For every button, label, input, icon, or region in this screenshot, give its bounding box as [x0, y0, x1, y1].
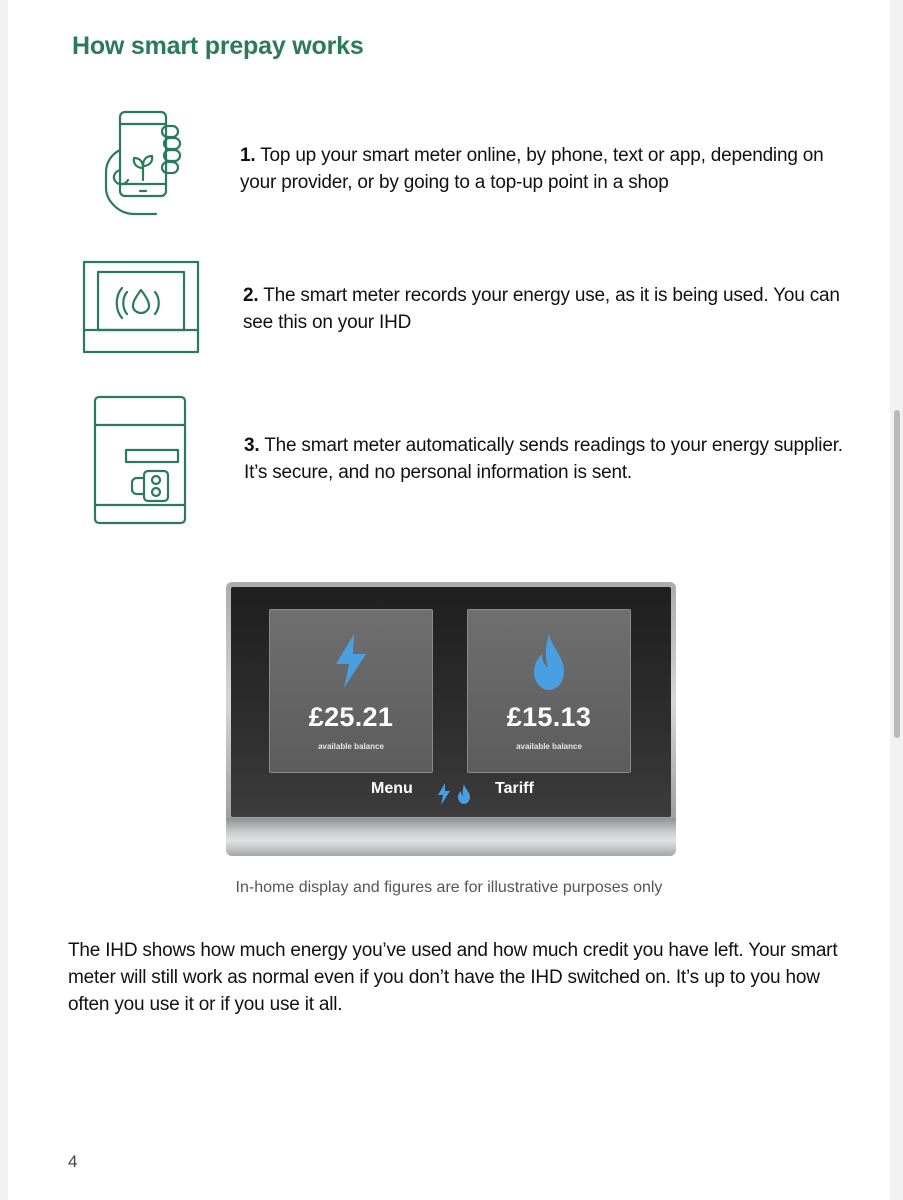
page-number: 4 [68, 1152, 78, 1171]
scrollbar-track[interactable] [890, 0, 903, 1200]
step-3-number: 3. [244, 435, 260, 456]
mini-flame-icon [458, 784, 470, 804]
step-1-number: 1. [240, 145, 256, 166]
electricity-balance: £25.21 [308, 702, 394, 732]
display-screen [231, 587, 671, 817]
display-frame [226, 582, 676, 822]
scrollbar-thumb[interactable] [894, 410, 900, 738]
gas-balance-label: available balance [516, 742, 582, 751]
mini-bolt-icon [438, 783, 450, 805]
menu-label: Menu [371, 780, 413, 797]
display-base [226, 818, 676, 856]
smart-meter-icon [92, 395, 188, 532]
step-2-number: 2. [243, 285, 259, 306]
step-1-text: Top up your smart meter online, by phone, text or app, depending on your provider, or by going to a top-up point in a shop [240, 145, 824, 193]
document-page [8, 0, 890, 1200]
step-2 [243, 282, 843, 336]
meter-display-icon [82, 260, 200, 361]
electricity-balance-label: available balance [318, 742, 384, 751]
step-3 [244, 432, 844, 486]
body-paragraph: The IHD shows how much energy you’ve used and how much credit you have left. Your smart meter will still work as normal even if you don’t have the IHD switched on. It’s up to you how often you use it or if you use it all. [68, 940, 838, 1015]
image-caption: In-home display and figures are for illustrative purposes only [235, 879, 663, 896]
phone-in-hand-icon [98, 108, 188, 233]
gas-flame-icon [532, 634, 566, 690]
tariff-label: Tariff [495, 780, 534, 797]
step-1 [240, 142, 840, 196]
in-home-display [226, 582, 676, 857]
step-3-text: The smart meter automatically sends readings to your energy supplier. It’s secure, and no personal information is sent. [244, 435, 843, 483]
electricity-bolt-icon [334, 634, 368, 688]
page-title: How smart prepay works [72, 32, 364, 60]
electricity-panel [269, 609, 433, 773]
gas-panel [467, 609, 631, 773]
gas-balance: £15.13 [506, 702, 592, 732]
step-2-text: The smart meter records your energy use, as it is being used. You can see this on your IHD [243, 285, 840, 333]
